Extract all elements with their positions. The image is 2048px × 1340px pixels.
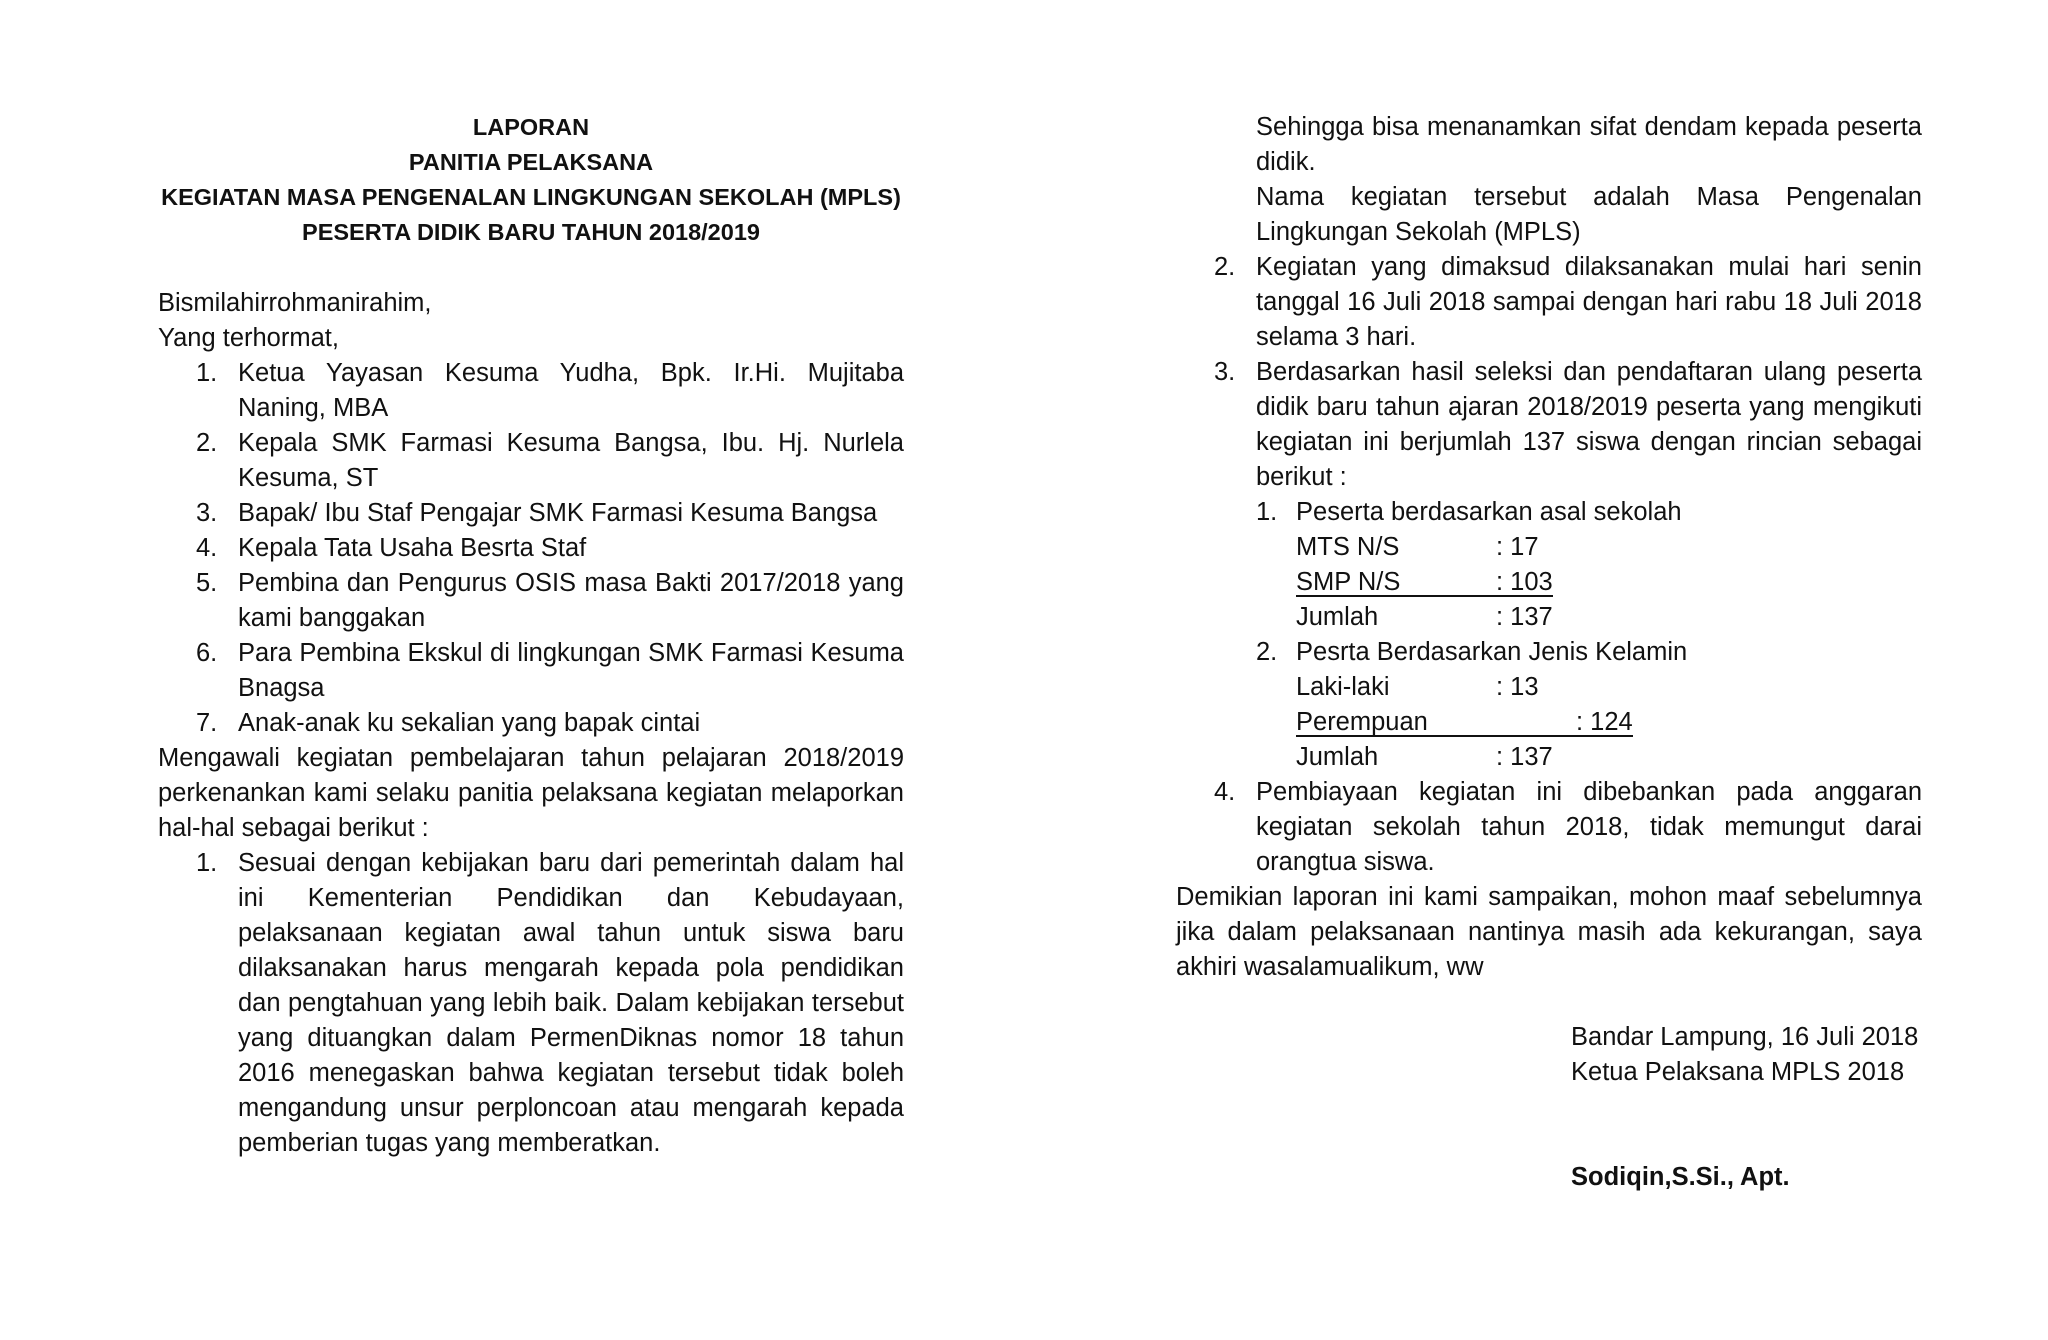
breakdown-by-gender: 2. Pesrta Berdasarkan Jenis Kelamin Laki-laki : 13 Perempuan : 124 Jumlah : 137 <box>1256 635 1922 775</box>
title-line-3: KEGIATAN MASA PENGENALAN LINGKUNGAN SEKOLAH (MPLS) <box>161 184 901 210</box>
recipient-list <box>158 356 904 741</box>
recipient-item: 2. Kepala SMK Farmasi Kesuma Bangsa, Ibu. Hj. Nurlela Kesuma, ST <box>196 429 904 492</box>
right-column <box>1176 110 1922 985</box>
closing-paragraph: Demikian laporan ini kami sampaikan, mohon maaf sebelumnya jika dalam pelaksanaan nantinya masih ada kekurangan, saya akhiri wasalamualikum, ww <box>1176 883 1922 981</box>
report-point-3: 3. Berdasarkan hasil seleksi dan pendaftaran ulang peserta didik baru tahun ajaran 2018/2019 peserta yang mengikuti kegiatan ini berjumlah 137 siswa dengan rincian sebagai berikut : 1. Peserta berdasarkan asal sekolah MTS N/S : 17 SMP N/S : 103 Jumlah : 137 2. Pesrta Berdasarkan Jenis Kelamin Laki-laki : 13 Perempuan : 124 Jumlah : 137 <box>1176 355 1922 775</box>
breakdown-row: Perempuan : 124 <box>1296 708 1633 736</box>
title-line-1: LAPORAN <box>472 114 590 140</box>
signature-position: Ketua Pelaksana MPLS 2018 <box>1571 1058 1905 1086</box>
recipient-item: 6. Para Pembina Ekskul di lingkungan SMK Farmasi Kesuma Bnagsa <box>196 639 904 702</box>
breakdown-row: SMP N/S : 103 <box>1296 568 1553 596</box>
document-title <box>158 110 904 250</box>
participant-breakdown <box>1256 495 1922 775</box>
breakdown-row: Laki-laki : 13 <box>1296 673 1539 701</box>
signature-place-date: Bandar Lampung, 16 Juli 2018 <box>1571 1023 1919 1051</box>
report-point-1-activity-name: Nama kegiatan tersebut adalah Masa Pengenalan Lingkungan Sekolah (MPLS) <box>1256 183 1922 246</box>
greeting: Bismilahirrohmanirahim, <box>158 289 432 317</box>
title-line-2: PANITIA PELAKSANA <box>408 149 654 175</box>
recipient-item: 1. Ketua Yayasan Kesuma Yudha, Bpk. Ir.Hi. Mujitaba Naning, MBA <box>196 359 904 422</box>
left-column <box>158 110 904 1161</box>
breakdown-total-row: Jumlah : 137 <box>1296 743 1553 771</box>
signature-name: Sodiqin,S.Si., Apt. <box>1571 1163 1790 1191</box>
recipient-item: 7. Anak-anak ku sekalian yang bapak cintai <box>196 709 701 737</box>
title-line-4: PESERTA DIDIK BARU TAHUN 2018/2019 <box>302 219 760 245</box>
recipient-item: 4. Kepala Tata Usaha Besrta Staf <box>196 534 587 562</box>
recipient-item: 3. Bapak/ Ibu Staf Pengajar SMK Farmasi Kesuma Bangsa <box>196 499 878 527</box>
report-point-2: 2. Kegiatan yang dimaksud dilaksanakan mulai hari senin tanggal 16 Juli 2018 sampai dengan hari rabu 18 Juli 2018 selama 3 hari. <box>1214 253 1922 351</box>
breakdown-by-school: 1. Peserta berdasarkan asal sekolah MTS N/S : 17 SMP N/S : 103 Jumlah : 137 <box>1256 495 1922 635</box>
salutation: Yang terhormat, <box>158 324 339 352</box>
breakdown-row: MTS N/S : 17 <box>1296 533 1539 561</box>
report-point-4: 4. Pembiayaan kegiatan ini dibebankan pada anggaran kegiatan sekolah tahun 2018, tidak memungut darai orangtua siswa. <box>1214 778 1922 876</box>
breakdown-total-row: Jumlah : 137 <box>1296 603 1553 631</box>
intro-paragraph: Mengawali kegiatan pembelajaran tahun pelajaran 2018/2019 perkenankan kami selaku panitia pelaksana kegiatan melaporkan hal-hal sebagai berikut : <box>158 744 904 842</box>
report-point-1-continued: Sehingga bisa menanamkan sifat dendam kepada peserta didik. <box>1256 113 1922 176</box>
signature-block <box>1571 1020 1918 1090</box>
recipient-item: 5. Pembina dan Pengurus OSIS masa Bakti 2017/2018 yang kami banggakan <box>196 569 904 632</box>
report-points-left <box>158 846 904 1161</box>
report-point-1: 1. Sesuai dengan kebijakan baru dari pemerintah dalam hal ini Kementerian Pendidikan dan Kebudayaan, pelaksanaan kegiatan awal tahun untuk siswa baru dilaksanakan harus mengarah kepada pola pendidikan dan pengtahuan yang lebih baik. Dalam kebijakan tersebut yang dituangkan dalam PermenDiknas nomor 18 tahun 2016 menegaskan bahwa kegiatan tersebut tidak boleh mengandung unsur perploncoan atau mengarah kepada pemberian tugas yang memberatkan. <box>196 849 904 1157</box>
report-points-right <box>1176 250 1922 880</box>
